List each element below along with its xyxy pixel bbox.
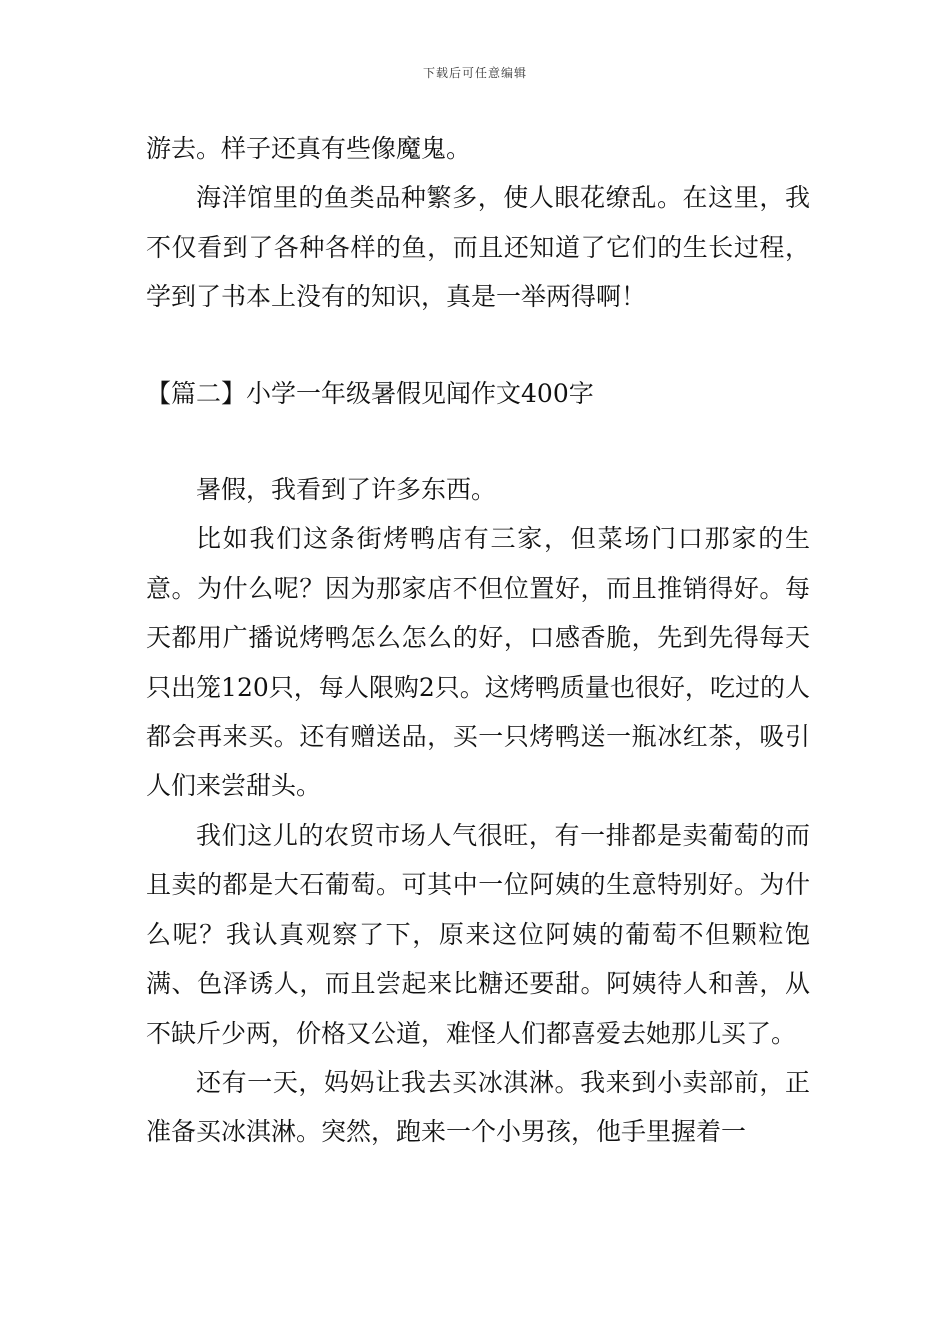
paragraph-ice-cream: 还有一天，妈妈让我去买冰淇淋。我来到小卖部前，正准备买冰淇淋。突然，跑来一个小男孩，他手里握着一 <box>146 1067 810 1147</box>
paragraph-grapes: 我们这儿的农贸市场人气很旺，有一排都是卖葡萄的而且卖的都是大石葡萄。可其中一位阿姨的生意特别好。为什么呢？我认真观察了下，原来这位阿姨的葡萄不但颗粒饱满、色泽诱人，而且尝起来比糖还要甜。阿姨待人和善，从不缺斤少两，价格又公道，难怪人们都喜爱去她那儿买了。 <box>146 820 810 1048</box>
section-title: 【篇二】小学一年级暑假见闻作文400字 <box>146 378 594 408</box>
paragraph-aquarium: 海洋馆里的鱼类品种繁多，使人眼花缭乱。在这里，我不仅看到了各种各样的鱼，而且还知道了它们的生长过程，学到了书本上没有的知识，真是一举两得啊！ <box>146 183 810 312</box>
spacer <box>146 322 810 369</box>
header-note: 下载后可任意编辑 <box>422 66 527 80</box>
paragraph-summer-intro: 暑假，我看到了许多东西。 <box>196 475 497 505</box>
paragraph-roast-duck: 比如我们这条街烤鸭店有三家，但菜场门口那家的生意。为什么呢？因为那家店不但位置好，而且推销得好。每天都用广播说烤鸭怎么怎么的好，口感香脆，先到先得每天只出笼120只，每人限购2只。这烤鸭质量也很好，吃过的人都会再来买。还有赠送品，买一只烤鸭送一瓶冰红茶，吸引人们来尝甜头。 <box>146 524 810 801</box>
paragraph-continuation: 游去。样子还真有些像魔鬼。 <box>146 134 472 163</box>
document-body <box>146 124 810 1157</box>
spacer <box>146 418 810 465</box>
